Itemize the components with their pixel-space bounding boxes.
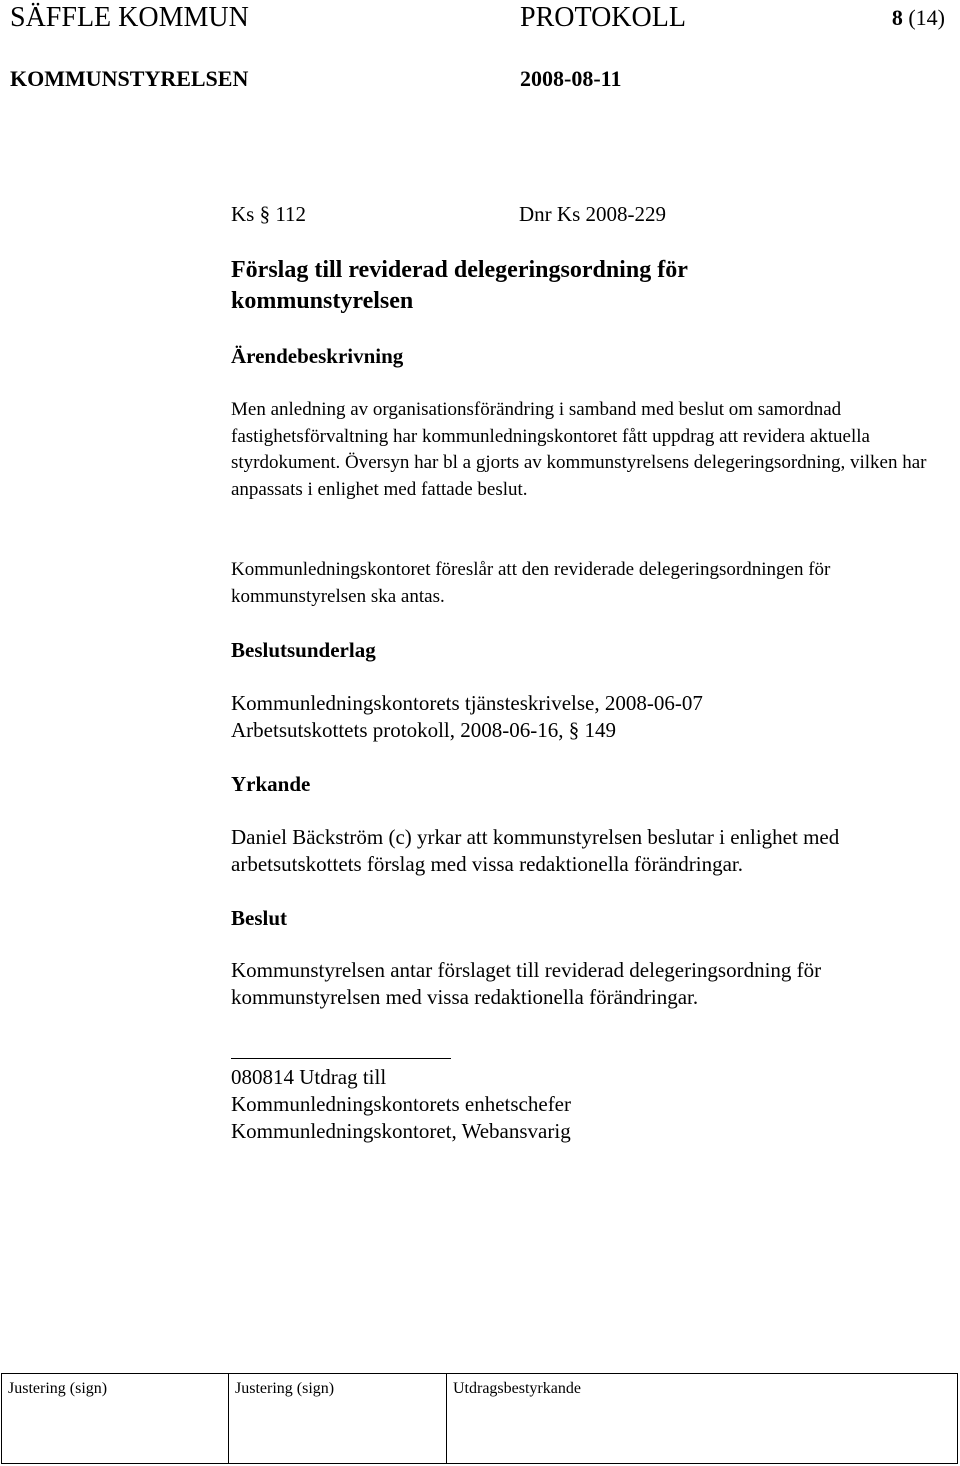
signature-table — [1, 1373, 958, 1464]
body-name: KOMMUNSTYRELSEN — [10, 66, 249, 91]
paragraph-beslut: Kommunstyrelsen antar förslaget till reviderad delegeringsordning för kommunstyrelsen med vissa redaktionella förändringar. — [231, 958, 822, 1009]
header-subline — [10, 64, 945, 94]
paragraph-description: Men anledning av organisationsförändring i samband med beslut om samordnad fastighetsförvaltning har kommunledningskontoret fått uppdrag att revidera aktuella styrdokument. Översyn har bl a gjorts av kommunstyrelsens delegeringsordning, vilken har anpassats i enlighet med fattade beslut. — [231, 399, 927, 500]
page-current: 8 — [891, 5, 903, 30]
paragraph-yrkande: Daniel Bäckström (c) yrkar att kommunstyrelsen beslutar i enlighet med arbetsutskottets förslag med vissa redaktionella förändringar. — [231, 825, 840, 876]
underlag-list — [231, 690, 703, 744]
heading-arendebeskrivning: Ärendebeskrivning — [231, 344, 404, 368]
case-section: Ks § 112 — [231, 202, 307, 226]
signature-cell-justering-1: Justering (sign) — [2, 1374, 229, 1463]
underlag-item: Kommunledningskontorets tjänsteskrivelse, 2008-06-07 — [231, 691, 703, 715]
page-number — [892, 0, 945, 36]
utdrag-list — [231, 1064, 571, 1145]
utdrag-line: 080814 Utdrag till — [231, 1065, 387, 1089]
organization-name: SÄFFLE KOMMUN — [10, 2, 249, 33]
utdrag-line: Kommunledningskontorets enhetschefer — [231, 1092, 571, 1116]
paragraph-proposal: Kommunledningskontoret föreslår att den reviderade delegeringsordningen för kommunstyrelsen ska antas. — [231, 559, 831, 607]
signature-cell-justering-2: Justering (sign) — [229, 1374, 447, 1463]
heading-beslutsunderlag: Beslutsunderlag — [231, 638, 376, 662]
meeting-date: 2008-08-11 — [520, 66, 622, 91]
page-header — [10, 0, 945, 36]
underlag-item: Arbetsutskottets protokoll, 2008-06-16, § 149 — [231, 718, 616, 742]
utdrag-line: Kommunledningskontoret, Webansvarig — [231, 1119, 571, 1143]
divider-line — [231, 1058, 451, 1059]
case-title: Förslag till reviderad delegeringsordning för kommunstyrelsen — [231, 257, 688, 314]
case-reference — [231, 200, 941, 228]
heading-yrkande: Yrkande — [231, 772, 311, 796]
diary-number: Dnr Ks 2008-229 — [519, 202, 666, 226]
page-total: (14) — [908, 5, 945, 30]
signature-cell-utdragsbestyrkande: Utdragsbestyrkande — [453, 1380, 581, 1397]
document-type: PROTOKOLL — [520, 2, 686, 33]
heading-beslut: Beslut — [231, 906, 288, 930]
